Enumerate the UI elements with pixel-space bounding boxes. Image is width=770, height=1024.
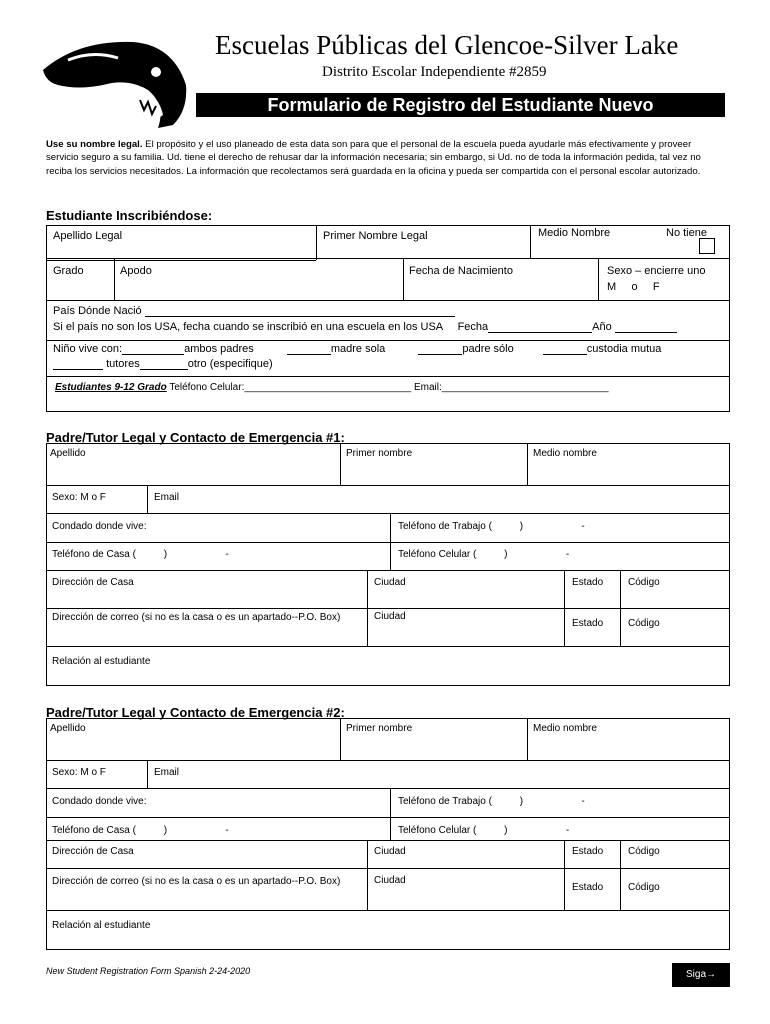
g2-mail-zip[interactable]: Código xyxy=(628,882,660,893)
tutors-input[interactable] xyxy=(53,358,103,370)
g1-sex[interactable]: Sexo: M o F xyxy=(52,492,106,503)
g1-work-phone[interactable]: Teléfono de Trabajo ( ) - xyxy=(398,521,585,532)
g1-relation[interactable]: Relación al estudiante xyxy=(52,656,151,667)
district-name: Distrito Escolar Independiente #2859 xyxy=(322,64,547,80)
other-input[interactable] xyxy=(140,358,188,370)
birth-country-row xyxy=(53,305,455,317)
g2-relation[interactable]: Relación al estudiante xyxy=(52,920,151,931)
g1-mail-city[interactable]: Ciudad xyxy=(374,611,406,622)
father-only-label: padre sólo xyxy=(462,343,514,355)
no-middle-label: No tiene xyxy=(666,227,707,239)
g1-last-name[interactable]: Apellido xyxy=(50,448,86,459)
g2-county[interactable]: Condado donde vive: xyxy=(52,796,147,807)
joint-custody-input[interactable] xyxy=(543,343,587,355)
tutors-row xyxy=(53,358,273,370)
g1-middle-name[interactable]: Medio nombre xyxy=(533,448,597,459)
tutors-label: tutores xyxy=(106,358,140,370)
mother-only-label: madre sola xyxy=(330,343,386,355)
g2-home-phone[interactable]: Teléfono de Casa ( ) - xyxy=(52,825,229,836)
g1-first-name[interactable]: Primer nombre xyxy=(346,448,413,459)
g2-cell-phone[interactable]: Teléfono Celular ( ) - xyxy=(398,825,570,836)
no-middle-checkbox[interactable] xyxy=(699,238,715,254)
joint-custody-label: custodia mutua xyxy=(586,343,662,355)
usa-date-row xyxy=(53,321,728,333)
panther-logo xyxy=(38,30,188,130)
g1-mail-address[interactable]: Dirección de correo (si no es la casa o es un apartado--P.O. Box) xyxy=(52,612,341,623)
g2-city[interactable]: Ciudad xyxy=(374,846,406,857)
both-parents-label: ambos padres xyxy=(184,343,254,355)
field-sex: Sexo – encierre uno xyxy=(607,265,706,277)
g1-state[interactable]: Estado xyxy=(572,577,604,588)
sex-options[interactable]: M o F xyxy=(607,281,660,293)
school-name: Escuelas Públicas del Glencoe-Silver Lake xyxy=(215,30,679,60)
intro-text xyxy=(46,138,724,178)
g2-first-name[interactable]: Primer nombre xyxy=(346,723,413,734)
g1-county[interactable]: Condado donde vive: xyxy=(52,521,147,532)
lives-with-label: Niño vive con: xyxy=(53,343,123,355)
student-heading: Estudiante Inscribiéndose: xyxy=(46,208,213,223)
guardian1-heading: Padre/Tutor Legal y Contacto de Emergencia #1: xyxy=(46,430,345,445)
g2-zip[interactable]: Código xyxy=(628,846,660,857)
g2-middle-name[interactable]: Medio nombre xyxy=(533,723,597,734)
fecha-label: Fecha xyxy=(457,321,489,333)
mother-only-input[interactable] xyxy=(287,343,331,355)
field-middle-name[interactable]: Medio Nombre xyxy=(538,227,611,239)
field-first-name[interactable]: Primer Nombre Legal xyxy=(323,230,428,242)
field-grade[interactable]: Grado xyxy=(53,265,84,277)
guardian1-box xyxy=(46,443,730,686)
lives-with-row xyxy=(53,343,661,355)
g2-work-phone[interactable]: Teléfono de Trabajo ( ) - xyxy=(398,796,585,807)
field-nickname[interactable]: Apodo xyxy=(120,265,152,277)
father-only-input[interactable] xyxy=(418,343,462,355)
g2-sex[interactable]: Sexo: M o F xyxy=(52,767,106,778)
ano-label: Año xyxy=(592,321,612,333)
g1-city[interactable]: Ciudad xyxy=(374,577,406,588)
field-last-name[interactable]: Apellido Legal xyxy=(53,230,123,242)
form-title: Formulario de Registro del Estudiante Nuevo xyxy=(196,93,725,117)
g2-mail-address[interactable]: Dirección de correo (si no es la casa o es un apartado--P.O. Box) xyxy=(52,876,341,887)
fecha-input[interactable] xyxy=(488,321,592,333)
g2-address[interactable]: Dirección de Casa xyxy=(52,846,134,857)
g1-zip[interactable]: Código xyxy=(628,577,660,588)
g1-home-phone[interactable]: Teléfono de Casa ( ) - xyxy=(52,549,229,560)
usa-line-label: Si el país no son los USA, fecha cuando se inscribió en una escuela en los USA xyxy=(53,321,443,333)
grade-9-12-row xyxy=(55,382,609,393)
g1-address[interactable]: Dirección de Casa xyxy=(52,577,134,588)
intro-body: El propósito y el uso planeado de esta data son para que el personal de la escuela pueda ayudarle más efectivamente y proveer servicio seguro a su familia. Ud. tiene el derecho de rehusar dar la información necesaria; sin embargo, si Ud. no de toda la información pedida, tal vez no reciba los servicios necesitados. La información que recolectamos será guardada en la oficina y pueda ser compartida con el personal escolar autorizado. xyxy=(46,139,701,177)
other-label: otro (especifique) xyxy=(187,358,273,370)
g1-email[interactable]: Email xyxy=(154,492,180,503)
student-email[interactable]: Email:______________________________ xyxy=(413,382,609,393)
g2-mail-state[interactable]: Estado xyxy=(572,882,604,893)
g1-mail-state[interactable]: Estado xyxy=(572,618,604,629)
g2-last-name[interactable]: Apellido xyxy=(50,723,86,734)
field-birth-date[interactable]: Fecha de Nacimiento xyxy=(409,265,513,277)
both-parents-input[interactable] xyxy=(122,343,184,355)
g2-state[interactable]: Estado xyxy=(572,846,604,857)
ano-input[interactable] xyxy=(615,321,677,333)
birth-country-input[interactable] xyxy=(145,305,455,317)
form-version-note: New Student Registration Form Spanish 2-24-2020 xyxy=(46,966,251,976)
birth-country-label: País Dónde Nació xyxy=(53,305,142,317)
guardian2-heading: Padre/Tutor Legal y Contacto de Emergencia #2: xyxy=(46,705,345,720)
g1-mail-zip[interactable]: Código xyxy=(628,618,660,629)
intro-lead: Use su nombre legal. xyxy=(46,139,143,150)
g2-mail-city[interactable]: Ciudad xyxy=(374,875,406,886)
next-page-button[interactable]: Siga→ xyxy=(672,963,730,987)
grade-9-12-label: Estudiantes 9-12 Grado xyxy=(55,382,167,393)
student-cell-phone[interactable]: Teléfono Celular:______________________________ xyxy=(169,382,412,393)
g2-email[interactable]: Email xyxy=(154,767,180,778)
g1-cell-phone[interactable]: Teléfono Celular ( ) - xyxy=(398,549,570,560)
